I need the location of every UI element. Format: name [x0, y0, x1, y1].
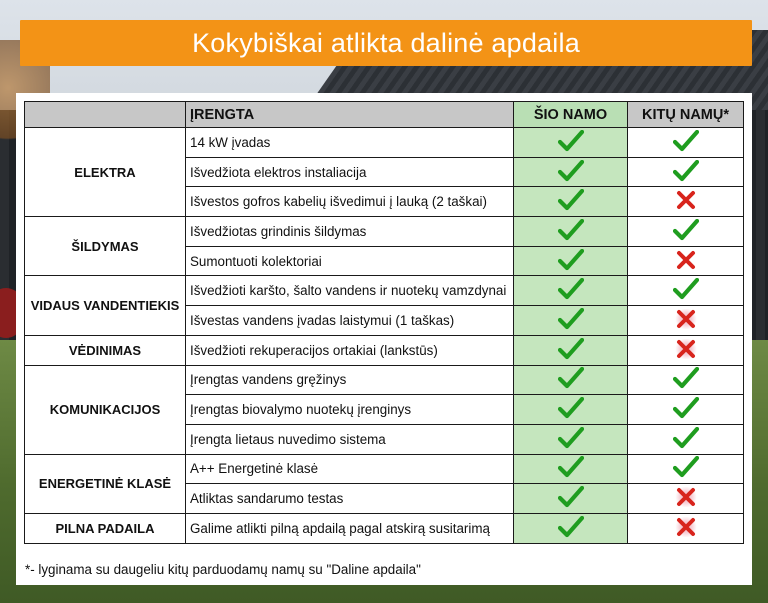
cross-icon: [675, 339, 697, 359]
check-icon: [558, 160, 584, 182]
check-icon: [558, 130, 584, 152]
category-cell: VIDAUS VANDENTIEKIS: [25, 276, 186, 335]
this-home-mark: [514, 454, 628, 484]
other-homes-mark: [628, 306, 744, 336]
table-row: [25, 454, 744, 484]
category-cell: ENERGETINĖ KLASĖ: [25, 454, 186, 513]
feature-cell: Išvestos gofros kabelių išvedimui į lauką (2 taškai): [186, 187, 514, 217]
feature-cell: Išvedžioti karšto, šalto vandens ir nuotekų vamzdynai: [186, 276, 514, 306]
category-cell: KOMUNIKACIJOS: [25, 365, 186, 454]
table-row: [25, 128, 744, 158]
header-other-homes: KITŲ NAMŲ*: [628, 102, 744, 128]
this-home-mark: [514, 246, 628, 276]
feature-cell: Sumontuoti kolektoriai: [186, 246, 514, 276]
feature-cell: Išvedžioti rekuperacijos ortakiai (lankstūs): [186, 335, 514, 365]
check-icon: [673, 456, 699, 478]
feature-cell: Įrengtas biovalymo nuotekų įrenginys: [186, 395, 514, 425]
check-icon: [673, 160, 699, 182]
table-row: [25, 365, 744, 395]
feature-cell: A++ Energetinė klasė: [186, 454, 514, 484]
check-icon: [673, 427, 699, 449]
footnote: *- lyginama su daugeliu kitų parduodamų namų su "Daline apdaila": [25, 562, 421, 577]
this-home-mark: [514, 157, 628, 187]
other-homes-mark: [628, 484, 744, 514]
this-home-mark: [514, 365, 628, 395]
feature-cell: Įrengta lietaus nuvedimo sistema: [186, 424, 514, 454]
check-icon: [673, 219, 699, 241]
this-home-mark: [514, 395, 628, 425]
check-icon: [558, 308, 584, 330]
this-home-mark: [514, 424, 628, 454]
comparison-table: [24, 101, 744, 544]
other-homes-mark: [628, 395, 744, 425]
table-row: [25, 276, 744, 306]
category-cell: VĖDINIMAS: [25, 335, 186, 365]
this-home-mark: [514, 335, 628, 365]
this-home-mark: [514, 513, 628, 543]
other-homes-mark: [628, 276, 744, 306]
this-home-mark: [514, 187, 628, 217]
table-row: [25, 217, 744, 247]
table-header-row: [25, 102, 744, 128]
check-icon: [673, 278, 699, 300]
other-homes-mark: [628, 365, 744, 395]
cross-icon: [675, 190, 697, 210]
table-row: [25, 513, 744, 543]
header-installed: ĮRENGTA: [186, 102, 514, 128]
other-homes-mark: [628, 424, 744, 454]
header-this-home: ŠIO NAMO: [514, 102, 628, 128]
cross-icon: [675, 309, 697, 329]
feature-cell: Galime atlikti pilną apdailą pagal atskirą susitarimą: [186, 513, 514, 543]
check-icon: [558, 516, 584, 538]
other-homes-mark: [628, 128, 744, 158]
page-title: Kokybiškai atlikta dalinė apdaila: [192, 27, 580, 58]
category-cell: ELEKTRA: [25, 128, 186, 217]
category-cell: ŠILDYMAS: [25, 217, 186, 276]
check-icon: [558, 338, 584, 360]
other-homes-mark: [628, 335, 744, 365]
other-homes-mark: [628, 513, 744, 543]
check-icon: [558, 456, 584, 478]
feature-cell: Išvedžiotas grindinis šildymas: [186, 217, 514, 247]
cross-icon: [675, 487, 697, 507]
header-category: [25, 102, 186, 128]
cross-icon: [675, 517, 697, 537]
check-icon: [558, 427, 584, 449]
check-icon: [558, 219, 584, 241]
this-home-mark: [514, 484, 628, 514]
cross-icon: [675, 250, 697, 270]
check-icon: [673, 130, 699, 152]
category-cell: PILNA PADAILA: [25, 513, 186, 543]
other-homes-mark: [628, 157, 744, 187]
check-icon: [673, 397, 699, 419]
feature-cell: Įrengtas vandens gręžinys: [186, 365, 514, 395]
comparison-card: [16, 93, 752, 585]
check-icon: [558, 397, 584, 419]
check-icon: [558, 278, 584, 300]
check-icon: [558, 249, 584, 271]
this-home-mark: [514, 306, 628, 336]
check-icon: [558, 367, 584, 389]
other-homes-mark: [628, 454, 744, 484]
table-row: [25, 335, 744, 365]
table-body: [25, 128, 744, 544]
this-home-mark: [514, 217, 628, 247]
title-banner: [20, 20, 752, 66]
feature-cell: 14 kW įvadas: [186, 128, 514, 158]
other-homes-mark: [628, 187, 744, 217]
this-home-mark: [514, 276, 628, 306]
other-homes-mark: [628, 246, 744, 276]
this-home-mark: [514, 128, 628, 158]
feature-cell: Išvestas vandens įvadas laistymui (1 taškas): [186, 306, 514, 336]
feature-cell: Išvedžiota elektros instaliacija: [186, 157, 514, 187]
feature-cell: Atliktas sandarumo testas: [186, 484, 514, 514]
check-icon: [558, 189, 584, 211]
other-homes-mark: [628, 217, 744, 247]
check-icon: [673, 367, 699, 389]
check-icon: [558, 486, 584, 508]
